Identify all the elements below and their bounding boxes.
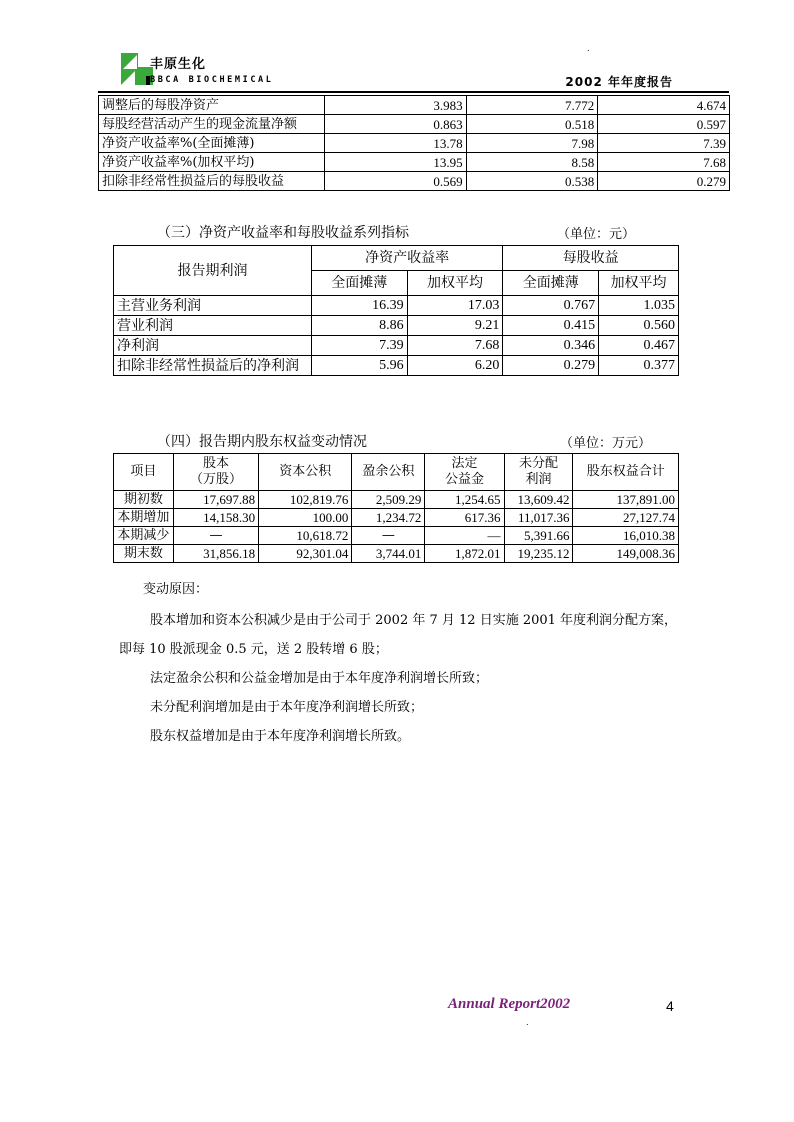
cell-value: 1,234.72 <box>352 509 425 527</box>
cell-value: 0.415 <box>503 316 599 336</box>
cell-value: 0.560 <box>599 316 679 336</box>
cell-value: 6.20 <box>407 356 503 376</box>
cell-value: 0.467 <box>599 336 679 356</box>
report-title: 2002 年年度报告 <box>565 75 673 89</box>
cell-value: 102,819.76 <box>259 491 352 509</box>
header-item: 项目 <box>114 454 174 491</box>
table-row <box>99 153 730 172</box>
row-label: 每股经营活动产生的现金流量净额 <box>99 115 325 134</box>
table-row <box>114 316 679 336</box>
cell-value: 7.39 <box>598 134 730 153</box>
cell-value: 137,891.00 <box>573 491 679 509</box>
subheader-diluted: 全面摊薄 <box>503 271 599 296</box>
cell-value: 92,301.04 <box>259 545 352 563</box>
cell-value: 0.569 <box>324 172 466 191</box>
table-row <box>99 134 730 153</box>
header-roe: 净资产收益率 <box>311 246 502 271</box>
equity-changes-table <box>113 453 679 563</box>
subheader-weighted: 加权平均 <box>407 271 503 296</box>
cell-value: 0.518 <box>466 115 598 134</box>
cell-value: 19,235.12 <box>504 545 573 563</box>
header-capital-reserve: 资本公积 <box>259 454 352 491</box>
cell-value: 7.68 <box>598 153 730 172</box>
footer-dot: . <box>526 1018 529 1027</box>
row-label: 本期增加 <box>114 509 174 527</box>
cell-value: 1.035 <box>599 296 679 316</box>
brand-name-cn: 丰原生化 <box>150 57 207 72</box>
section-3-unit: （单位：元） <box>557 227 636 242</box>
row-label: 调整后的每股净资产 <box>99 96 325 115</box>
footer-report-title: Annual Report2002 <box>448 996 571 1012</box>
section-3-title: （三）净资产收益率和每股收益系列指标 <box>157 225 409 241</box>
row-label: 期初数 <box>114 491 174 509</box>
subheader-diluted: 全面摊薄 <box>311 271 407 296</box>
row-label: 本期减少 <box>114 527 174 545</box>
notes-heading: 变动原因： <box>143 582 209 597</box>
notes-paragraph: 股东权益增加是由于本年度净利润增长所致。 <box>150 729 411 744</box>
notes-paragraph: 即每 10 股派现金 0.5 元，送 2 股转增 6 股； <box>119 642 388 657</box>
cell-value: — <box>352 527 425 545</box>
cell-value: 14,158.30 <box>173 509 258 527</box>
notes-paragraph: 股本增加和资本公积减少是由于公司于 2002 年 7 月 12 日实施 2001 年度利润分配方案， <box>150 613 678 628</box>
header-statutory-line1: 法定 <box>451 456 478 472</box>
table-row <box>99 115 730 134</box>
header-surplus-reserve: 盈余公积 <box>352 454 425 491</box>
cell-value: 0.597 <box>598 115 730 134</box>
header-share-capital-line2: （万股） <box>189 472 242 487</box>
table-row <box>114 356 679 376</box>
table-row <box>99 96 730 115</box>
cell-value: 8.58 <box>466 153 598 172</box>
cell-value: 1,872.01 <box>425 545 504 563</box>
cell-value: 617.36 <box>425 509 504 527</box>
cell-value: 2,509.29 <box>352 491 425 509</box>
subheader-weighted: 加权平均 <box>599 271 679 296</box>
row-label: 净资产收益率%(全面摊薄) <box>99 134 325 153</box>
cell-value: — <box>425 527 504 545</box>
section-4-unit: （单位：万元） <box>560 436 652 451</box>
cell-value: 0.279 <box>598 172 730 191</box>
table-row <box>114 527 679 545</box>
row-label: 营业利润 <box>114 316 312 336</box>
cell-value: 1,254.65 <box>425 491 504 509</box>
table-row <box>114 336 679 356</box>
row-label: 期末数 <box>114 545 174 563</box>
cell-value: 16.39 <box>311 296 407 316</box>
cell-value: 27,127.74 <box>573 509 679 527</box>
cell-value: 0.377 <box>599 356 679 376</box>
cell-value: 13.95 <box>324 153 466 172</box>
header-rule <box>98 91 729 93</box>
page-number: 4 <box>666 998 674 1014</box>
header-undistributed-line1: 未分配 <box>518 456 558 472</box>
section-4-title: （四）报告期内股东权益变动情况 <box>157 434 367 450</box>
notes-paragraph: 未分配利润增加是由于本年度净利润增长所致； <box>150 700 424 715</box>
cell-value: 13.78 <box>324 134 466 153</box>
header-dot: . <box>587 44 590 53</box>
header-eps: 每股收益 <box>503 246 679 271</box>
cell-value: — <box>173 527 258 545</box>
cell-value: 10,618.72 <box>259 527 352 545</box>
cell-value: 0.346 <box>503 336 599 356</box>
header-profit: 报告期利润 <box>114 246 312 296</box>
per-share-indicators-table <box>98 95 730 191</box>
table-row <box>114 296 679 316</box>
row-label: 扣除非经常性损益后的每股收益 <box>99 172 325 191</box>
cell-value: 0.863 <box>324 115 466 134</box>
cell-value: 100.00 <box>259 509 352 527</box>
header-statutory-welfare <box>425 454 504 491</box>
row-label: 净资产收益率%(加权平均) <box>99 153 325 172</box>
header-total-equity: 股东权益合计 <box>573 454 679 491</box>
brand-name-en: BBCA BIOCHEMICAL <box>150 75 274 85</box>
cell-value: 16,010.38 <box>573 527 679 545</box>
cell-value: 13,609.42 <box>504 491 573 509</box>
cell-value: 4.674 <box>598 96 730 115</box>
table-row <box>99 172 730 191</box>
roe-eps-table <box>113 245 679 376</box>
header-share-capital <box>173 454 258 491</box>
row-label: 主营业务利润 <box>114 296 312 316</box>
cell-value: 17,697.88 <box>173 491 258 509</box>
row-label: 净利润 <box>114 336 312 356</box>
cell-value: 7.98 <box>466 134 598 153</box>
cell-value: 17.03 <box>407 296 503 316</box>
header-undistributed <box>504 454 573 491</box>
row-label: 扣除非经常性损益后的净利润 <box>114 356 312 376</box>
header-statutory-line2: 公益金 <box>444 472 484 487</box>
cell-value: 5,391.66 <box>504 527 573 545</box>
cell-value: 7.68 <box>407 336 503 356</box>
cell-value: 0.767 <box>503 296 599 316</box>
notes-paragraph: 法定盈余公积和公益金增加是由于本年度净利润增长所致； <box>150 671 489 686</box>
table-row <box>114 509 679 527</box>
cell-value: 149,008.36 <box>573 545 679 563</box>
table-row <box>114 491 679 509</box>
cell-value: 11,017.36 <box>504 509 573 527</box>
table-header-row <box>114 454 679 491</box>
cell-value: 8.86 <box>311 316 407 336</box>
cell-value: 31,856.18 <box>173 545 258 563</box>
cell-value: 0.538 <box>466 172 598 191</box>
header-share-capital-line1: 股本 <box>202 456 229 472</box>
cell-value: 5.96 <box>311 356 407 376</box>
table-row <box>114 545 679 563</box>
cell-value: 7.39 <box>311 336 407 356</box>
cell-value: 3,744.01 <box>352 545 425 563</box>
header-undistributed-line2: 利润 <box>525 472 552 487</box>
cell-value: 9.21 <box>407 316 503 336</box>
table-header-row <box>114 246 679 271</box>
cell-value: 0.279 <box>503 356 599 376</box>
cell-value: 7.772 <box>466 96 598 115</box>
cell-value: 3.983 <box>324 96 466 115</box>
